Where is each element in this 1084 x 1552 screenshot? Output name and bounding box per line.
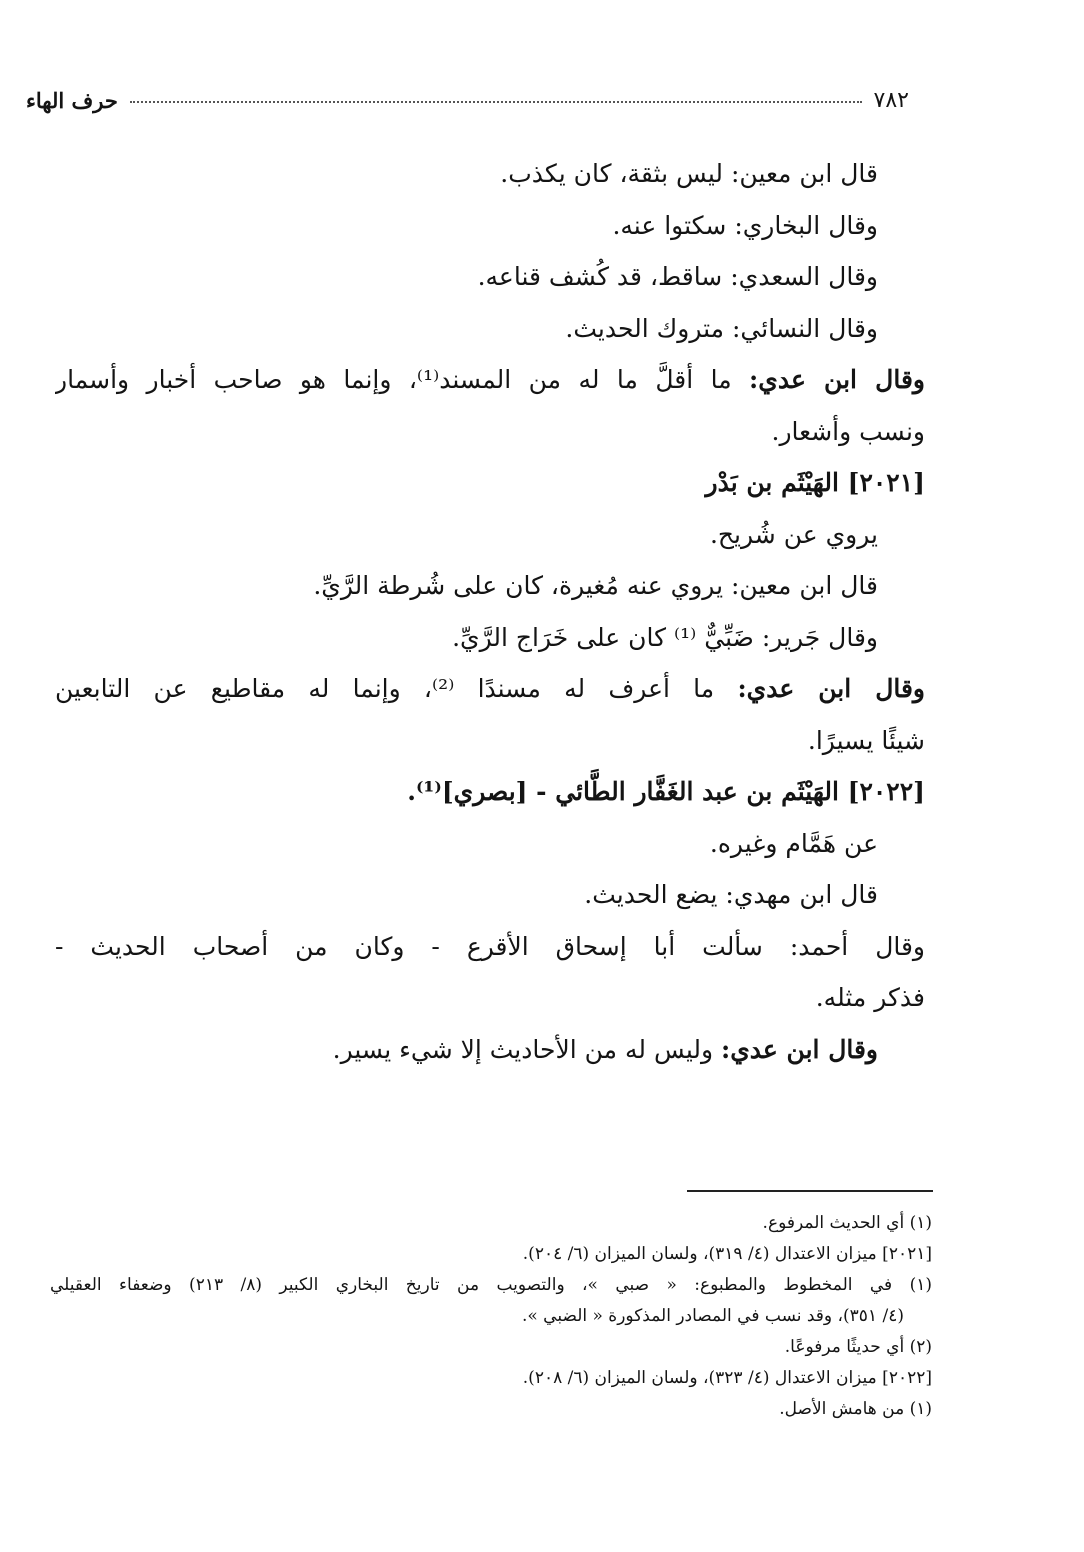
text-line: وقال السعدي: ساقط، قد كُشف قناعه. xyxy=(477,262,878,291)
main-text xyxy=(55,148,925,1075)
footnote: [٢٠٢١] ميزان الاعتدال (٤/ ٣١٩)، ولسان الميزان (٦/ ٢٠٤). xyxy=(522,1244,932,1264)
text-line: عن هَمَّام وغيره. xyxy=(709,828,878,858)
text-line xyxy=(55,663,925,715)
entry-heading: [٢٠٢١] الهَيْثَم بن بَدْر xyxy=(705,468,925,497)
text-line: وقال البخاري: سكتوا عنه. xyxy=(612,210,878,240)
page-header xyxy=(26,82,909,118)
footnote: (٢) أي حديثًا مرفوعًا. xyxy=(784,1337,932,1357)
text-line: وقال جَرير: ضَبِّيٌّ ⁽¹⁾ كان على خَرَاج الرَّيِّ. xyxy=(452,622,878,652)
footnote: [٢٠٢٢] ميزان الاعتدال (٤/ ٣٢٣)، ولسان الميزان (٦/ ٢٠٨). xyxy=(522,1368,932,1388)
quote-text: وليس له من الأحاديث إلا شيء يسير. xyxy=(332,1034,722,1064)
text-line: يروي عن شُريح. xyxy=(709,519,878,549)
text-line: وقال أحمد: سألت أبا إسحاق الأقرع - وكان من أصحاب الحديث - xyxy=(55,931,925,961)
quote-text: ما أعرف له مسندًا ⁽²⁾، وإنما له مقاطيع عن التابعين xyxy=(55,674,738,703)
text-line: قال ابن معين: يروي عنه مُغيرة، كان على شُرطة الرَّيِّ. xyxy=(313,571,878,600)
text-line xyxy=(55,354,925,406)
text-line: ونسب وأشعار. xyxy=(771,416,925,446)
entry-heading: [٢٠٢٢] الهَيْثَم بن عبد الغَفَّار الطَّائي - [بصري]⁽¹⁾. xyxy=(407,777,925,806)
page-number: ٧٨٢ xyxy=(873,87,909,113)
footnote: (١) أي الحديث المرفوع. xyxy=(762,1213,932,1233)
text-line: شيئًا يسيرًا. xyxy=(807,725,925,755)
text-line: فذكر مثله. xyxy=(815,983,925,1012)
footnotes xyxy=(50,1208,932,1425)
text-line: قال ابن معين: ليس بثقة، كان يكذب. xyxy=(500,159,878,188)
text-line: قال ابن مهدي: يضع الحديث. xyxy=(584,880,878,909)
footnote: (١) في المخطوط والمطبوع: « صبي »، والتصويب من تاريخ البخاري الكبير (٨/ ٢١٣) وضعفاء العقيلي xyxy=(50,1275,932,1295)
footnote: (١) من هامش الأصل. xyxy=(779,1399,932,1419)
footnote-separator xyxy=(687,1190,933,1192)
speaker-label: وقال ابن عدي: xyxy=(749,365,925,394)
text-line xyxy=(55,1024,878,1076)
speaker-label: وقال ابن عدي: xyxy=(721,1034,878,1064)
speaker-label: وقال ابن عدي: xyxy=(737,674,925,703)
header-divider xyxy=(130,101,862,103)
chapter-title: حرف الهاء xyxy=(26,87,118,113)
quote-text: ما أقلَّ ما له من المسند⁽¹⁾، وإنما هو صاحب أخبار وأسمار xyxy=(55,365,750,394)
footnote-continuation: (٤/ ٣٥١)، وقد نسب في المصادر المذكورة « الضبي ». xyxy=(521,1306,904,1326)
text-line: وقال النسائي: متروك الحديث. xyxy=(565,313,878,343)
